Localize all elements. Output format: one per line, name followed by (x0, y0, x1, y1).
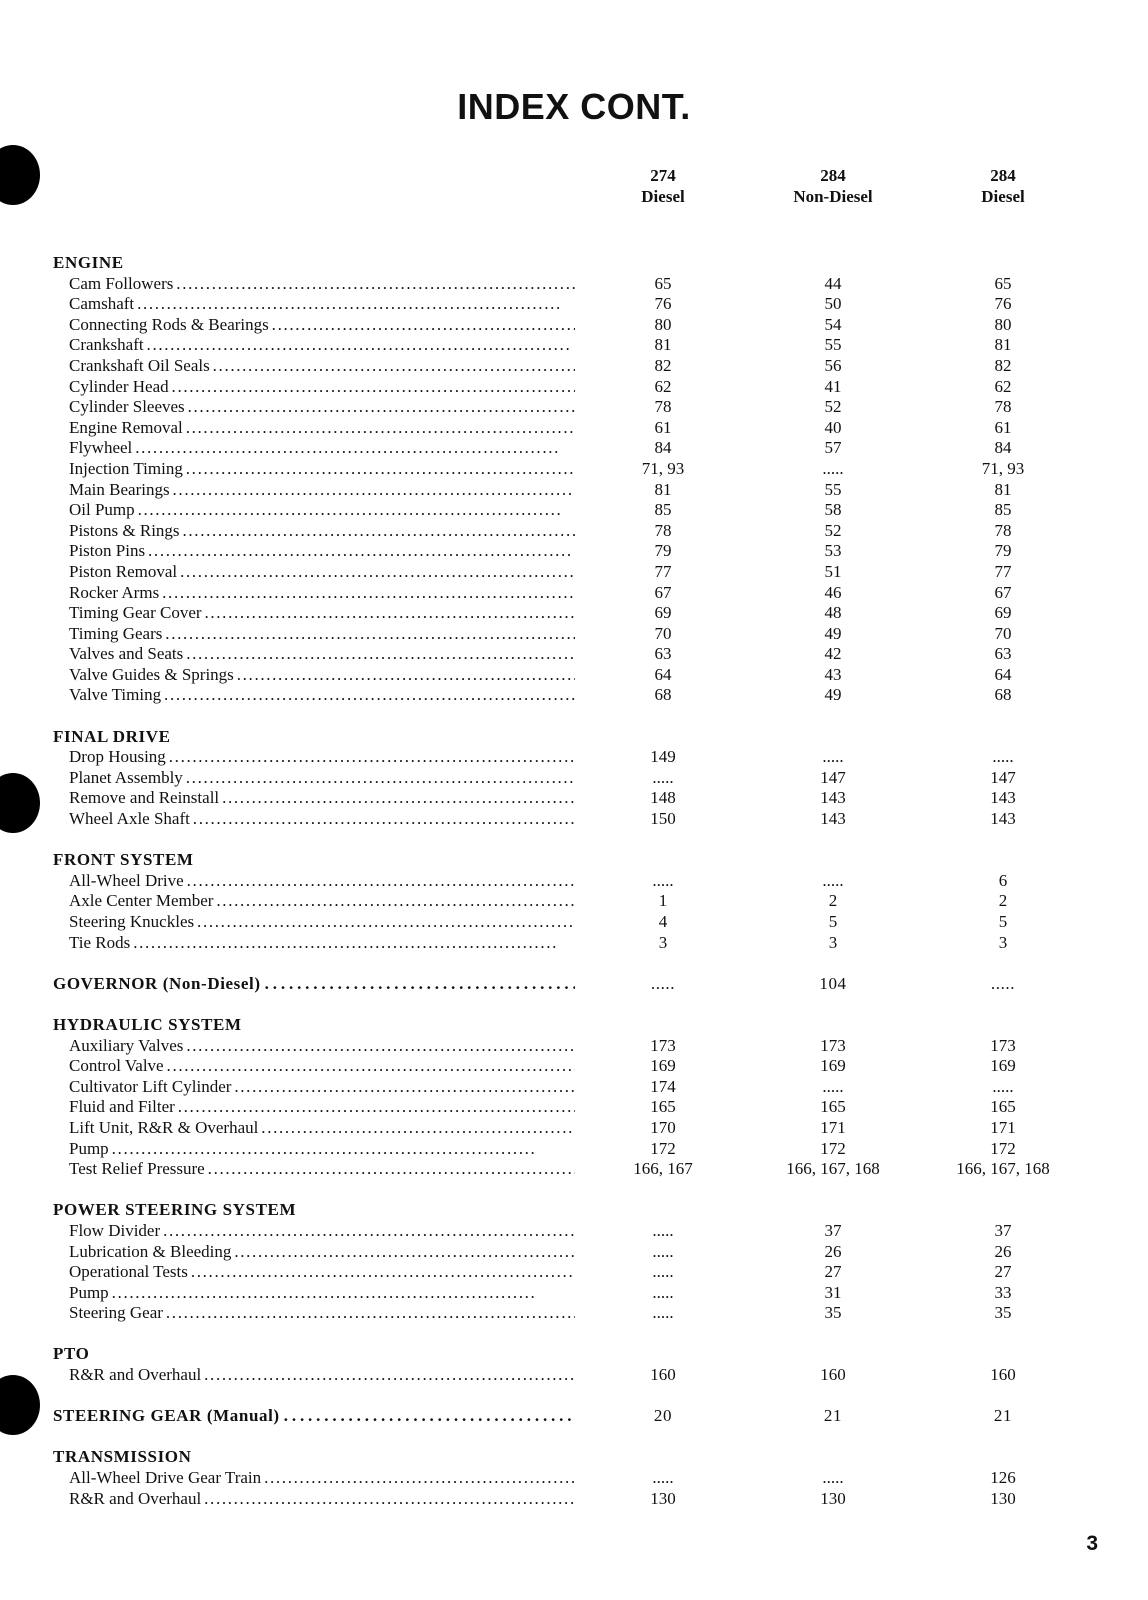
page-reference: 5 (828, 912, 838, 931)
page-reference: 71, 93 (641, 458, 685, 478)
index-entry-label: Oil Pump . . . (69, 500, 575, 521)
page-reference: 40 (824, 417, 842, 437)
page-reference: 65 (654, 273, 672, 293)
page-reference: ..... (652, 1303, 674, 1323)
page-reference: 171 (990, 1117, 1016, 1137)
page-reference: ..... (992, 1076, 1014, 1096)
index-row (0, 1036, 1148, 1057)
index-row (0, 1468, 1148, 1489)
page-reference: 173 (990, 1035, 1016, 1055)
index-entry-label: Remove and Reinstall . . . (69, 788, 575, 809)
index-entry-label: Timing Gears . . . (69, 624, 575, 645)
page-reference: 68 (994, 685, 1012, 705)
page-reference: ..... (822, 1468, 844, 1488)
index-entry-label: Engine Removal . . . (69, 418, 575, 439)
page-reference: 147 (990, 767, 1016, 787)
index-row (0, 377, 1148, 398)
page-reference: 69 (654, 603, 672, 623)
page-title: INDEX CONT. (457, 86, 691, 127)
index-entry-label: Valves and Seats . . . (69, 644, 575, 665)
section-spacer (0, 994, 1148, 1015)
page-reference: 79 (994, 541, 1012, 561)
index-row (0, 665, 1148, 686)
column-header-type: Diesel (981, 187, 1025, 206)
index-section (0, 1344, 1148, 1385)
index-entry-label: Connecting Rods & Bearings . . . (69, 315, 575, 336)
page-reference: 166, 167, 168 (786, 1159, 880, 1179)
index-row (0, 871, 1148, 892)
page-number: 3 (1086, 1532, 1098, 1555)
index-row (0, 768, 1148, 789)
page-reference: 26 (994, 1241, 1012, 1261)
page-reference: 70 (654, 623, 672, 643)
page-reference: 51 (824, 561, 842, 581)
index-entry-label: Operational Tests . . . (69, 1262, 575, 1283)
index-row (0, 356, 1148, 377)
page-reference: 63 (654, 644, 672, 664)
page-reference: 85 (994, 500, 1012, 520)
page-reference: 35 (824, 1303, 842, 1323)
index-row (0, 912, 1148, 933)
section-spacer (0, 830, 1148, 851)
index-entry-label: Lift Unit, R&R & Overhaul . . . (69, 1118, 575, 1139)
index-row (0, 500, 1148, 521)
section-heading (0, 1344, 1148, 1365)
index-section (0, 1015, 1148, 1180)
section-heading-text: ENGINE (53, 253, 124, 272)
section-heading-text: STEERING GEAR (Manual) . . . (53, 1406, 575, 1427)
index-row (0, 521, 1148, 542)
index-row (0, 418, 1148, 439)
page-reference: 3 (658, 932, 668, 952)
page-reference: 64 (994, 664, 1012, 684)
index-row (0, 1118, 1148, 1139)
page-reference: 143 (990, 809, 1016, 829)
page-reference: ..... (652, 1468, 674, 1488)
index-entry-label: R&R and Overhaul . . . (69, 1365, 575, 1386)
index-entry-label: Piston Pins . . . (69, 541, 575, 562)
page-reference: 76 (654, 294, 672, 314)
page-reference: 85 (654, 500, 672, 520)
page-reference: 63 (994, 644, 1012, 664)
column-header-model: 284 (820, 166, 846, 185)
page-reference: 49 (824, 685, 842, 705)
page-reference: 61 (994, 417, 1012, 437)
index-entry-label: Fluid and Filter . . . (69, 1097, 575, 1118)
index-row (0, 315, 1148, 336)
page-reference: 3 (998, 932, 1008, 952)
page-reference: 44 (824, 273, 842, 293)
index-entry-label: All-Wheel Drive Gear Train . . . (69, 1468, 575, 1489)
index-row (0, 459, 1148, 480)
column-header-model: 284 (990, 166, 1016, 185)
page-reference: 81 (654, 479, 672, 499)
section-heading-text: GOVERNOR (Non-Diesel) . . . (53, 974, 575, 995)
page-reference: 82 (654, 355, 672, 375)
binder-hole-top (0, 145, 40, 205)
page-reference: 169 (820, 1056, 846, 1076)
index-entry-label: Valve Timing . . . (69, 685, 575, 706)
index-entry-label: Tie Rods . . . (69, 933, 575, 954)
index-entry-label: Main Bearings . . . (69, 480, 575, 501)
page-reference: ..... (652, 870, 674, 890)
page-reference: 4 (658, 912, 668, 931)
page-reference: 58 (824, 500, 842, 520)
index-row (0, 541, 1148, 562)
page-reference: 21 (993, 1406, 1013, 1426)
page-reference: 82 (994, 355, 1012, 375)
section-heading (0, 850, 1148, 871)
index-row (0, 624, 1148, 645)
page-reference: 81 (994, 479, 1012, 499)
page-reference: 57 (824, 438, 842, 458)
page-reference: 78 (654, 520, 672, 540)
page-reference: 71, 93 (981, 458, 1025, 478)
page-reference: 165 (820, 1097, 846, 1117)
page-reference: 104 (819, 973, 847, 993)
page-reference: 143 (820, 788, 846, 808)
section-heading (0, 974, 1148, 995)
page-reference: 160 (990, 1365, 1016, 1385)
page-reference: 68 (654, 685, 672, 705)
page-reference: 149 (650, 747, 676, 767)
page-reference: ..... (822, 870, 844, 890)
page-reference: 147 (820, 767, 846, 787)
index-row (0, 1262, 1148, 1283)
section-heading-text: TRANSMISSION (53, 1447, 192, 1467)
page-reference: 3 (828, 932, 838, 952)
page-reference: 172 (650, 1138, 676, 1158)
page-reference: 46 (824, 582, 842, 602)
index-entry-label: Cylinder Sleeves . . . (69, 397, 575, 418)
page-reference: 64 (654, 664, 672, 684)
index-row (0, 747, 1148, 768)
index-section (0, 253, 1148, 706)
page-reference: 169 (650, 1056, 676, 1076)
page-reference: 21 (823, 1406, 843, 1426)
page-reference: ..... (650, 973, 676, 993)
page-reference: ..... (652, 1220, 674, 1240)
page-reference: 26 (824, 1241, 842, 1261)
index-entry-label: Valve Guides & Springs . . . (69, 665, 575, 686)
index-entry-label: Cam Followers . . . (69, 274, 575, 295)
index-entry-label: All-Wheel Drive . . . (69, 871, 575, 892)
section-heading (0, 1447, 1148, 1468)
page-reference: 165 (650, 1097, 676, 1117)
page-reference: 172 (990, 1138, 1016, 1158)
page-reference: ..... (990, 973, 1016, 993)
page-reference: 77 (994, 561, 1012, 581)
page-reference: 37 (824, 1220, 842, 1240)
index-entry-label: Lubrication & Bleeding . . . (69, 1242, 575, 1263)
index-row (0, 1056, 1148, 1077)
index-entry-label: Timing Gear Cover . . . (69, 603, 575, 624)
index-section (0, 727, 1148, 830)
index-section (0, 850, 1148, 953)
page-reference: 49 (824, 623, 842, 643)
page-reference: 150 (650, 809, 676, 829)
page-reference: ..... (992, 747, 1014, 767)
page-reference: ..... (652, 767, 674, 787)
index-row (0, 1221, 1148, 1242)
page-reference: 61 (654, 417, 672, 437)
page-reference: 143 (820, 809, 846, 829)
index-entry-label: Wheel Axle Shaft . . . (69, 809, 575, 830)
page-reference: 166, 167, 168 (956, 1159, 1050, 1179)
section-spacer (0, 953, 1148, 974)
page-reference: 78 (994, 397, 1012, 417)
page-reference: ..... (652, 1262, 674, 1282)
page-reference: 62 (994, 376, 1012, 396)
page-reference: 55 (824, 479, 842, 499)
page-reference: 53 (824, 541, 842, 561)
index-entry-label: Rocker Arms . . . (69, 583, 575, 604)
page-reference: 173 (820, 1035, 846, 1055)
index-entry-label: Crankshaft . . . (69, 335, 575, 356)
page-reference: 77 (654, 561, 672, 581)
index-table (0, 253, 1148, 1509)
page-reference: 52 (824, 520, 842, 540)
page-reference: 67 (994, 582, 1012, 602)
page-reference: 143 (990, 788, 1016, 808)
index-row (0, 788, 1148, 809)
page-reference: 174 (650, 1076, 676, 1096)
section-heading (0, 1015, 1148, 1036)
page-reference: 79 (654, 541, 672, 561)
page-reference: 41 (824, 376, 842, 396)
index-section (0, 1406, 1148, 1427)
page-reference: 33 (994, 1282, 1012, 1302)
column-header-model: 274 (650, 166, 676, 185)
page-reference: 54 (824, 314, 842, 334)
section-spacer (0, 1386, 1148, 1407)
page-reference: 160 (820, 1365, 846, 1385)
page-reference: 56 (824, 355, 842, 375)
index-entry-label: Camshaft . . . (69, 294, 575, 315)
index-entry-label: Steering Knuckles . . . (69, 912, 575, 933)
section-heading (0, 253, 1148, 274)
page-reference: 48 (824, 603, 842, 623)
index-entry-label: Planet Assembly . . . (69, 768, 575, 789)
page-reference: 43 (824, 664, 842, 684)
index-row (0, 809, 1148, 830)
index-row (0, 294, 1148, 315)
index-entry-label: Control Valve . . . (69, 1056, 575, 1077)
page-reference: 27 (994, 1262, 1012, 1282)
index-row (0, 1242, 1148, 1263)
index-entry-label: Auxiliary Valves . . . (69, 1036, 575, 1057)
index-entry-label: Pump . . . (69, 1139, 575, 1160)
index-row (0, 1283, 1148, 1304)
index-entry-label: Flywheel . . . (69, 438, 575, 459)
page-reference: 65 (994, 273, 1012, 293)
page-reference: 27 (824, 1262, 842, 1282)
page-reference: 78 (654, 397, 672, 417)
page-reference: 78 (994, 520, 1012, 540)
section-spacer (0, 1427, 1148, 1448)
section-heading-text: HYDRAULIC SYSTEM (53, 1014, 242, 1034)
index-row (0, 1489, 1148, 1510)
index-entry-label: Injection Timing . . . (69, 459, 575, 480)
page-reference: 80 (654, 314, 672, 334)
page-reference: ..... (652, 1241, 674, 1261)
page-reference: 166, 167 (633, 1159, 693, 1179)
page-reference: 50 (824, 294, 842, 314)
column-header-type: Diesel (641, 187, 685, 206)
index-entry-label: Drop Housing . . . (69, 747, 575, 768)
section-heading (0, 727, 1148, 748)
page-reference: 67 (654, 582, 672, 602)
page-reference: ..... (822, 458, 844, 478)
page-reference: 169 (990, 1056, 1016, 1076)
index-entry-label: Test Relief Pressure . . . (69, 1159, 575, 1180)
page-reference: 130 (820, 1488, 846, 1508)
page-reference: 5 (998, 912, 1008, 931)
index-entry-label: Flow Divider . . . (69, 1221, 575, 1242)
section-spacer (0, 1180, 1148, 1201)
page-reference: 81 (654, 335, 672, 355)
page-reference: ..... (822, 1076, 844, 1096)
page-reference: 52 (824, 397, 842, 417)
index-row (0, 274, 1148, 295)
page-reference: 2 (828, 891, 838, 911)
page-reference: 80 (994, 314, 1012, 334)
index-row (0, 1077, 1148, 1098)
section-heading (0, 1200, 1148, 1221)
column-header-type: Non-Diesel (793, 187, 873, 206)
page-reference: 148 (650, 788, 676, 808)
index-entry-label: Pump . . . (69, 1283, 575, 1304)
index-row (0, 335, 1148, 356)
index-entry-label: Piston Removal . . . (69, 562, 575, 583)
section-heading (0, 1406, 1148, 1427)
index-row (0, 1303, 1148, 1324)
index-row (0, 933, 1148, 954)
page-reference: 2 (998, 891, 1008, 911)
page-reference: 42 (824, 644, 842, 664)
section-heading-text: FRONT SYSTEM (53, 850, 194, 870)
page-reference: 1 (658, 891, 668, 911)
index-row (0, 1097, 1148, 1118)
page-reference: 160 (650, 1365, 676, 1385)
section-spacer (0, 706, 1148, 727)
page-reference: 81 (994, 335, 1012, 355)
page-reference: 31 (824, 1282, 842, 1302)
index-row (0, 891, 1148, 912)
page-reference: 62 (654, 376, 672, 396)
page-reference: 171 (820, 1117, 846, 1137)
index-row (0, 1159, 1148, 1180)
page-reference: 76 (994, 294, 1012, 314)
index-row (0, 480, 1148, 501)
index-row (0, 644, 1148, 665)
page-reference: 173 (650, 1035, 676, 1055)
page-reference: 55 (824, 335, 842, 355)
page-reference: 37 (994, 1220, 1012, 1240)
index-entry-label: Pistons & Rings . . . (69, 521, 575, 542)
page-reference: 170 (650, 1117, 676, 1137)
index-section (0, 974, 1148, 995)
index-row (0, 583, 1148, 604)
page-reference: ..... (822, 747, 844, 767)
page-reference: 20 (653, 1406, 673, 1426)
index-row (0, 1139, 1148, 1160)
index-section (0, 1447, 1148, 1509)
section-spacer (0, 1324, 1148, 1345)
page-reference: 6 (998, 870, 1008, 890)
index-entry-label: Crankshaft Oil Seals . . . (69, 356, 575, 377)
index-row (0, 438, 1148, 459)
section-heading-text: FINAL DRIVE (53, 726, 171, 746)
page-reference: ..... (652, 1282, 674, 1302)
section-heading-text: PTO (53, 1344, 90, 1364)
page-reference: 130 (990, 1488, 1016, 1508)
section-heading-text: POWER STEERING SYSTEM (53, 1200, 297, 1220)
index-row (0, 685, 1148, 706)
index-row (0, 397, 1148, 418)
index-entry-label: Cultivator Lift Cylinder . . . (69, 1077, 575, 1098)
page-reference: 84 (654, 438, 672, 458)
page-reference: 126 (990, 1468, 1016, 1488)
index-entry-label: R&R and Overhaul . . . (69, 1489, 575, 1510)
page-reference: 172 (820, 1138, 846, 1158)
index-row (0, 1365, 1148, 1386)
page-reference: 130 (650, 1488, 676, 1508)
index-entry-label: Axle Center Member . . . (69, 891, 575, 912)
index-entry-label: Cylinder Head . . . (69, 377, 575, 398)
page-reference: 84 (994, 438, 1012, 458)
index-row (0, 562, 1148, 583)
column-header-284-diesel (903, 165, 1103, 207)
page-reference: 165 (990, 1097, 1016, 1117)
index-section (0, 1200, 1148, 1324)
page-reference: 69 (994, 603, 1012, 623)
page-reference: 70 (994, 623, 1012, 643)
index-entry-label: Steering Gear . . . (69, 1303, 575, 1324)
index-row (0, 603, 1148, 624)
page-reference: 35 (994, 1303, 1012, 1323)
